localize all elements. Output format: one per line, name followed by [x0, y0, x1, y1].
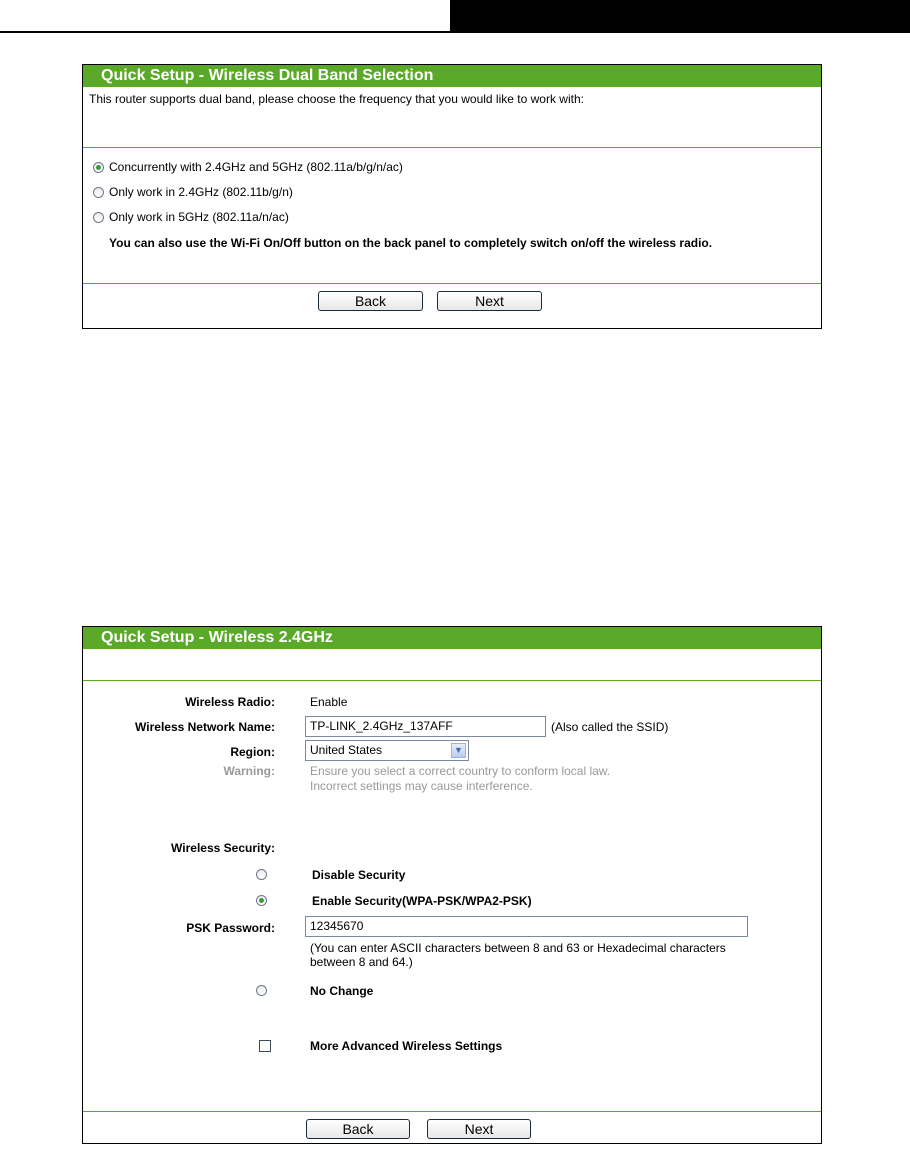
radio-concurrent-band[interactable]: [93, 162, 104, 173]
region-label: Region:: [230, 745, 275, 759]
divider: [83, 147, 821, 148]
radio-enable-security[interactable]: [256, 895, 267, 906]
wireless-radio-label: Wireless Radio:: [185, 695, 275, 709]
warning-line-1: Ensure you select a correct country to conform local law.: [310, 764, 611, 778]
region-select[interactable]: [305, 740, 469, 761]
disable-security-label[interactable]: Disable Security: [312, 868, 406, 882]
divider: [83, 680, 821, 681]
advanced-settings-checkbox[interactable]: [259, 1040, 271, 1052]
panel-title: Quick Setup - Wireless 2.4GHz: [83, 627, 821, 649]
psk-password-label: PSK Password:: [186, 921, 275, 935]
network-name-input[interactable]: TP-LINK_2.4GHz_137AFF: [305, 716, 546, 737]
wireless-security-label: Wireless Security:: [171, 841, 275, 855]
warning-label: Warning:: [223, 764, 275, 778]
region-select-value: United States: [310, 743, 383, 757]
radio-2-4ghz-only[interactable]: [93, 187, 104, 198]
radio-2-4ghz-only-label[interactable]: Only work in 2.4GHz (802.11b/g/n): [109, 185, 293, 199]
dual-band-selection-panel: [82, 64, 822, 329]
radio-concurrent-band-label[interactable]: Concurrently with 2.4GHz and 5GHz (802.11a/b/g/n/ac): [109, 160, 403, 174]
psk-hint-line-2: between 8 and 64.): [310, 955, 413, 969]
psk-password-input[interactable]: 12345670: [305, 916, 748, 937]
wireless-2-4ghz-panel: [82, 626, 822, 1144]
next-button[interactable]: Next: [437, 291, 542, 311]
divider: [83, 1111, 821, 1112]
warning-line-2: Incorrect settings may cause interference.: [310, 779, 533, 793]
radio-5ghz-only-label[interactable]: Only work in 5GHz (802.11a/n/ac): [109, 210, 289, 224]
wifi-button-note: You can also use the Wi-Fi On/Off button on the back panel to completely switch on/off the wireless radio.: [109, 236, 713, 250]
advanced-settings-label[interactable]: More Advanced Wireless Settings: [310, 1039, 503, 1053]
divider: [83, 283, 821, 284]
network-name-label: Wireless Network Name:: [135, 720, 275, 734]
wireless-radio-value: Enable: [310, 695, 348, 709]
back-button[interactable]: Back: [306, 1119, 410, 1139]
radio-5ghz-only[interactable]: [93, 212, 104, 223]
next-button[interactable]: Next: [427, 1119, 531, 1139]
document-header-rule: [0, 31, 452, 33]
document-header-bar: [450, 0, 910, 33]
enable-security-label[interactable]: Enable Security(WPA-PSK/WPA2-PSK): [312, 894, 532, 908]
back-button[interactable]: Back: [318, 291, 423, 311]
dual-band-description: This router supports dual band, please choose the frequency that you would like to work with:: [89, 92, 584, 106]
no-change-label[interactable]: No Change: [310, 984, 374, 998]
psk-hint-line-1: (You can enter ASCII characters between 8 and 63 or Hexadecimal characters: [310, 941, 726, 955]
ssid-hint: (Also called the SSID): [551, 720, 669, 734]
chevron-down-icon[interactable]: ▼: [451, 743, 466, 758]
radio-no-change[interactable]: [256, 985, 267, 996]
panel-title: Quick Setup - Wireless Dual Band Selection: [83, 65, 821, 87]
radio-disable-security[interactable]: [256, 869, 267, 880]
